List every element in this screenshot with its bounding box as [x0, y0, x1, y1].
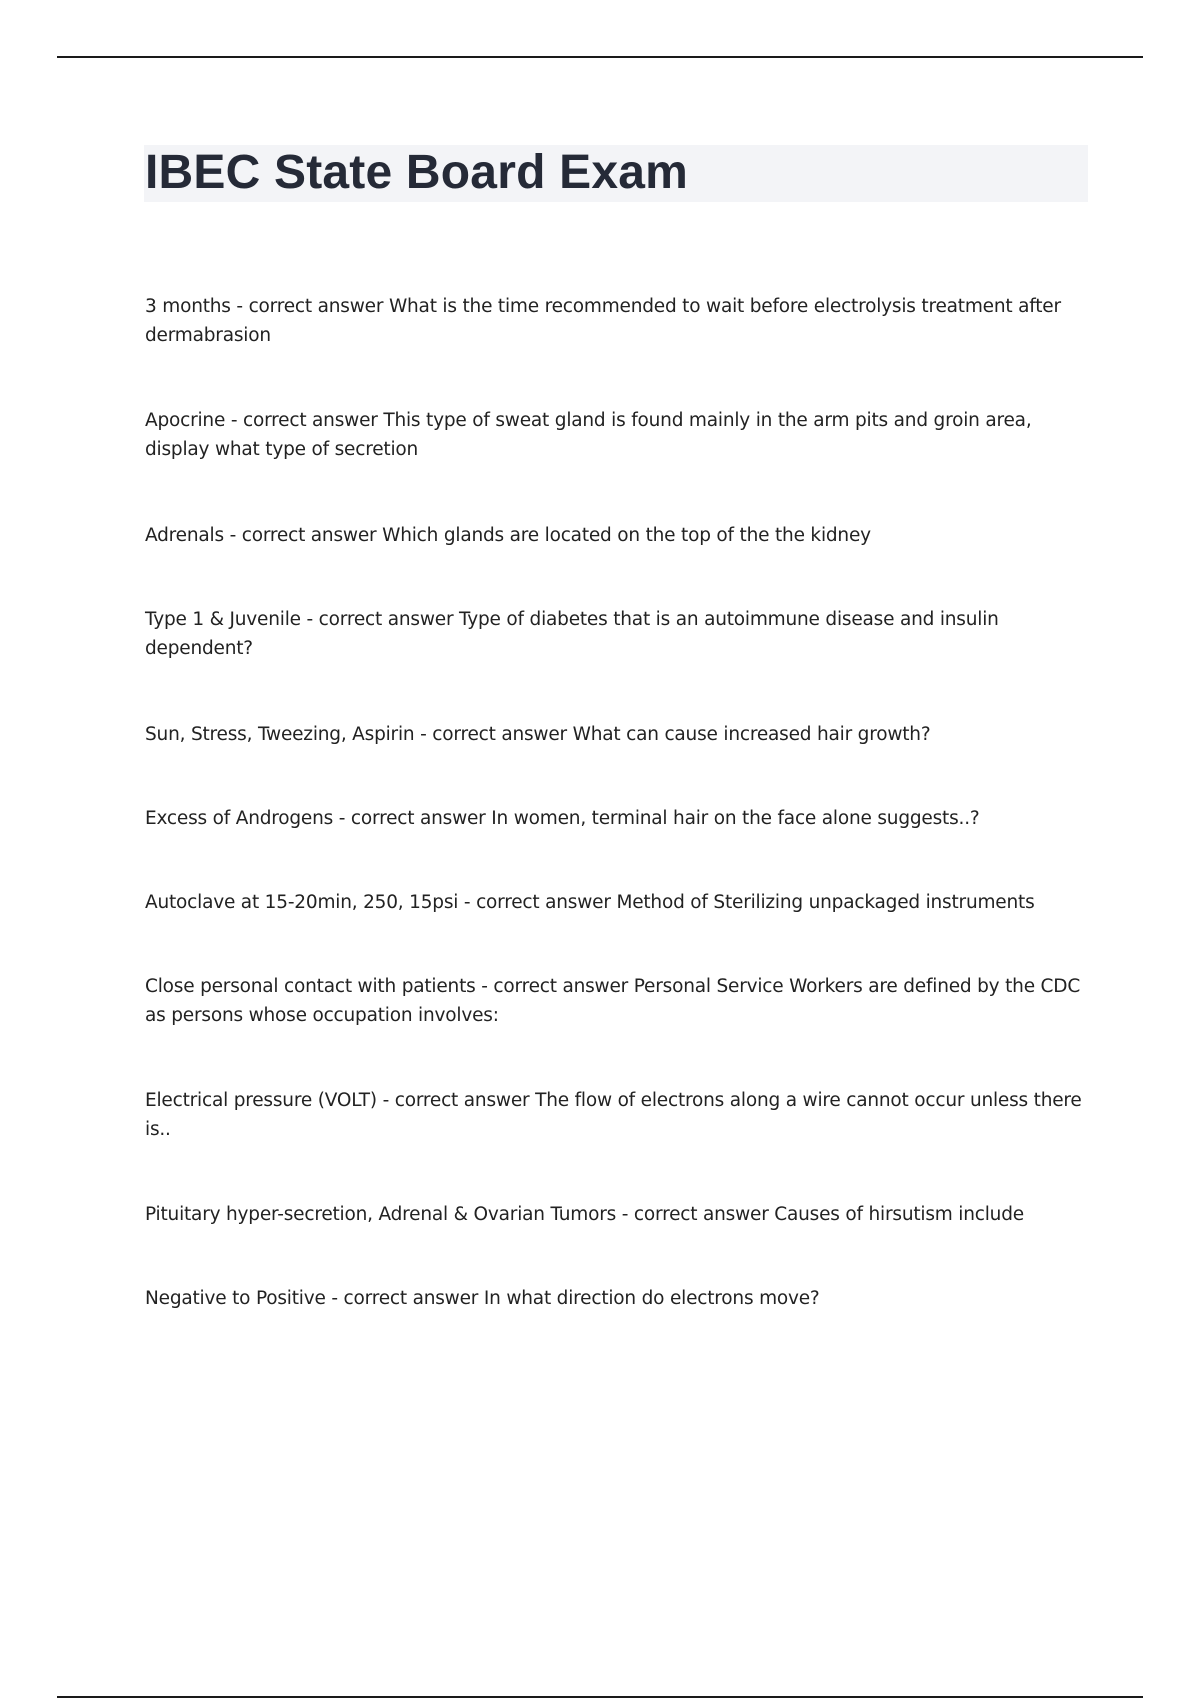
qa-item	[145, 720, 1090, 749]
qa-separator: - correct answer	[230, 296, 389, 317]
qa-separator: - correct answer	[458, 892, 617, 913]
qa-item	[145, 1284, 1090, 1313]
qa-answer: Close personal contact with patients	[145, 976, 476, 997]
qa-answer: Adrenals	[145, 525, 224, 546]
qa-item	[145, 521, 1090, 550]
qa-question: In women, terminal hair on the face alone suggests..?	[491, 808, 980, 829]
qa-separator: - correct answer	[325, 1288, 484, 1309]
qa-item	[145, 972, 1090, 1030]
qa-item	[145, 1200, 1090, 1229]
qa-answer: Excess of Androgens	[145, 808, 334, 829]
qa-separator: - correct answer	[223, 525, 383, 546]
qa-answer: Pituitary hyper-secretion, Adrenal & Ovarian Tumors	[145, 1204, 617, 1225]
qa-answer: 3 months	[145, 296, 231, 317]
qa-question: The flow of electrons along a wire cannot occur unless there is..	[145, 1090, 1082, 1140]
qa-item	[145, 605, 1090, 663]
qa-question: Type of diabetes that is an autoimmune disease and insulin dependent?	[145, 609, 999, 659]
qa-question: Personal Service Workers are defined by the CDC as persons whose occupation involves:	[145, 976, 1081, 1026]
qa-separator: - correct answer	[376, 1090, 536, 1111]
qa-separator: - correct answer	[333, 808, 492, 829]
qa-answer: Electrical pressure (VOLT)	[145, 1090, 377, 1111]
qa-answer: Apocrine	[145, 410, 226, 431]
qa-separator: - correct answer	[225, 410, 384, 431]
qa-question: What can cause increased hair growth?	[572, 724, 931, 745]
qa-item	[145, 292, 1090, 350]
qa-separator: - correct answer	[414, 724, 573, 745]
qa-question: Method of Sterilizing unpackaged instruments	[616, 892, 1035, 913]
qa-item	[145, 1086, 1090, 1144]
qa-item	[145, 888, 1090, 917]
qa-question: Causes of hirsutism include	[774, 1204, 1024, 1225]
qa-answer: Sun, Stress, Tweezing, Aspirin	[145, 724, 415, 745]
top-rule	[57, 56, 1143, 58]
bottom-rule	[57, 1696, 1143, 1698]
qa-separator: - correct answer	[475, 976, 634, 997]
qa-separator: - correct answer	[616, 1204, 775, 1225]
qa-answer: Type 1 & Juvenile	[145, 609, 301, 630]
qa-question: This type of sweat gland is found mainly in the arm pits and groin area, display what type of secretion	[145, 410, 1032, 460]
qa-question: In what direction do electrons move?	[483, 1288, 820, 1309]
qa-answer: Negative to Positive	[145, 1288, 326, 1309]
qa-list	[145, 292, 1090, 1313]
qa-question: What is the time recommended to wait before electrolysis treatment after dermabrasion	[145, 296, 1061, 346]
qa-separator: - correct answer	[300, 609, 460, 630]
qa-question: Which glands are located on the top of the the kidney	[382, 525, 871, 546]
page-title: IBEC State Board Exam	[145, 146, 689, 199]
qa-item	[145, 406, 1090, 464]
qa-answer: Autoclave at 15-20min, 250, 15psi	[145, 892, 459, 913]
qa-item	[145, 804, 1090, 833]
